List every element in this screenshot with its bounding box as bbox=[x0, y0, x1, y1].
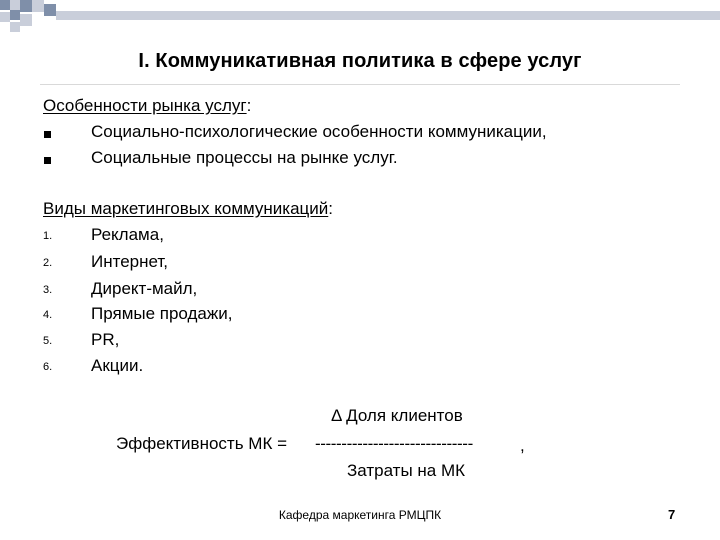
item-number: 6. bbox=[43, 361, 53, 373]
footer-text: Кафедра маркетинга РМЦПК bbox=[278, 508, 442, 522]
bullet-square-icon bbox=[44, 131, 51, 138]
deco-square bbox=[20, 0, 32, 12]
section-heading-communications bbox=[43, 199, 333, 219]
formula-lhs: Эффективность МК = bbox=[116, 434, 288, 453]
deco-square bbox=[10, 0, 20, 10]
item-number: 3. bbox=[43, 284, 53, 296]
item-text: Акции. bbox=[91, 356, 144, 375]
formula-fraction-line: ------------------------------ bbox=[315, 434, 473, 453]
section-heading-text: Особенности рынка услуг bbox=[43, 96, 247, 115]
deco-bar bbox=[56, 11, 720, 20]
section-heading-text: Виды маркетинговых коммуникаций bbox=[43, 199, 329, 218]
formula-numerator: Δ Доля клиентов bbox=[331, 406, 463, 425]
item-text: Директ-майл, bbox=[91, 279, 198, 298]
formula-denominator: Затраты на МК bbox=[347, 461, 466, 480]
deco-square bbox=[0, 0, 10, 10]
item-text: Прямые продажи, bbox=[91, 304, 233, 323]
deco-square bbox=[20, 14, 32, 26]
item-text: PR, bbox=[91, 330, 120, 349]
item-number: 4. bbox=[43, 309, 53, 321]
bullet-square-icon bbox=[44, 157, 51, 164]
deco-square bbox=[10, 22, 20, 32]
section-heading-colon: : bbox=[328, 199, 333, 218]
item-text: Интернет, bbox=[91, 252, 169, 271]
section-heading-market bbox=[43, 96, 251, 116]
title-divider bbox=[40, 84, 680, 85]
deco-square bbox=[32, 0, 44, 12]
deco-square bbox=[0, 12, 10, 22]
slide-title: I. Коммуникативная политика в сфере услуг bbox=[138, 50, 582, 72]
formula-trailing-comma: , bbox=[520, 436, 525, 455]
item-number: 2. bbox=[43, 257, 53, 269]
section-heading-colon: : bbox=[246, 96, 252, 115]
bullet-text: Социально-психологические особенности коммуникации, bbox=[91, 122, 547, 141]
item-number: 1. bbox=[43, 230, 53, 242]
item-text: Реклама, bbox=[91, 225, 164, 244]
deco-square bbox=[44, 4, 56, 16]
item-number: 5. bbox=[43, 335, 53, 347]
bullet-text: Социальные процессы на рынке услуг. bbox=[91, 148, 398, 167]
page-number: 7 bbox=[668, 507, 676, 522]
deco-square bbox=[10, 10, 20, 20]
